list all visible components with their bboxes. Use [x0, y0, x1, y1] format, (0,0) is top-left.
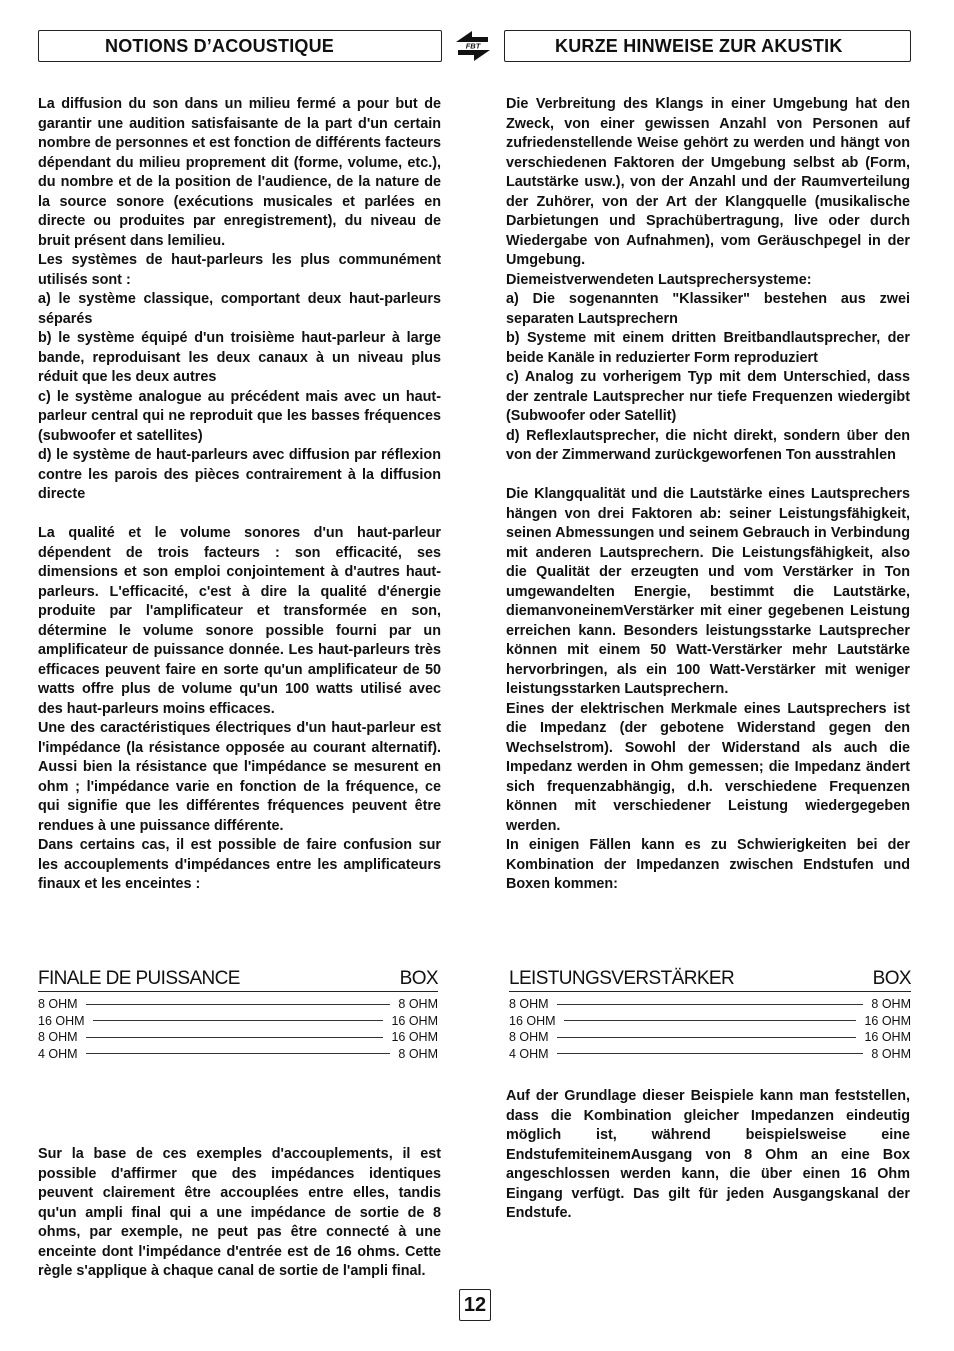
box-impedance: 8 OHM	[871, 997, 911, 1012]
paragraph: Eines der elektrischen Merkmale eines Lautsprechers ist die Impedanz (der gebotene Widerstand gegen den Wechselstrom). Sowohl der Widerstand als auch die Impedanz werden in Ohm gemessen; die Impedanz ändert sich frequenzabhängig, d.h. verschiedene Frequenzen können mit verschiedener Leistung wiedergegeben werden.	[506, 700, 910, 834]
list-item: c) le système analogue au précédent mais avec un haut-parleur central qui ne reproduit que les basses fréquences (subwoofer et satellites)	[38, 388, 441, 444]
page-number	[459, 1289, 491, 1321]
paragraph: Diemeistverwendeten Lautsprechersysteme:	[506, 271, 812, 288]
impedance-row	[38, 1046, 438, 1063]
box-impedance: 16 OHM	[864, 1013, 911, 1028]
amp-column-header: FINALE DE PUISSANCE	[38, 968, 240, 989]
paragraph: La diffusion du son dans un milieu fermé a pour but de garantir une audition satisfaisante de la part d'un certain nombre de personnes et est fonction de différents facteurs dépendant du milieu proprement dit (forme, volume, etc.), du nombre et de la position de l'audience, de la nature de la source sonore (exécutions musicales et parlées en directe ou produites par enregistrement), du niveau de bruit présent dans lemilieu.	[38, 96, 442, 249]
amp-impedance: 8 OHM	[509, 1030, 549, 1045]
list-item: a) Die sogenannten "Klassiker" bestehen aus zwei separaten Lautsprechern	[506, 291, 910, 327]
section-title-german	[504, 30, 911, 62]
section-title-french-text: NOTIONS D’ACOUSTIQUE	[105, 35, 335, 56]
box-impedance: 16 OHM	[391, 1030, 438, 1045]
impedance-table-french	[38, 968, 438, 1062]
list-item: a) le système classique, comportant deux haut-parleurs séparés	[38, 291, 441, 327]
paragraph: Die Verbreitung des Klangs in einer Umgebung hat den Zweck, von einer gewissen Anzahl von Personen auf zufriedenstellende Weise gehört zu werden und hängt von verschiedenen Faktoren der Umgebung selbst ab (Form, Lautstärke usw.), von der Anzahl und der Raumverteilung der Zuhörer, von der Art der Klangquelle (musikalische Darbietungen und Sprachübertragung, live oder durch Wiedergabe von Aufnahmen), vom Geräuschpegel in der Umgebung.	[506, 96, 910, 268]
connection-line	[86, 1037, 384, 1038]
german-conclusion	[506, 1087, 910, 1224]
german-body	[506, 95, 910, 895]
section-title-german-text: KURZE HINWEISE ZUR AKUSTIK	[555, 35, 843, 56]
paragraph: Une des caractéristiques électriques d'un haut-parleur est l'impédance (la résistance opposée au courant alternatif). Aussi bien la résistance que l'impédance se mesurent en ohm ; l'impédance varie en fonction de la fréquence, ce qui signifie que les différentes fréquences peuvent être rendues à une puissance différente.	[38, 720, 441, 834]
list-item: c) Analog zu vorherigem Typ mit dem Unterschied, dass der zentrale Lautsprecher nur tiefe Frequenzen wiedergibt (Subwoofer oder Satellit)	[506, 369, 910, 424]
amp-impedance: 16 OHM	[38, 1013, 85, 1028]
paragraph: In einigen Fällen kann es zu Schwierigkeiten bei der Kombination der Impedanzen zwischen Endstufen und Boxen kommen:	[506, 837, 910, 892]
box-column-header: BOX	[872, 968, 911, 989]
section-title-french	[38, 30, 442, 62]
amp-impedance: 4 OHM	[509, 1046, 549, 1061]
impedance-row	[38, 996, 438, 1013]
impedance-row	[38, 1013, 438, 1030]
connection-line	[86, 1004, 391, 1005]
paragraph: Auf der Grundlage dieser Beispiele kann man feststellen, dass die Kombination gleicher Impedanzen eindeutig möglich ist, während beispielsweise eine EndstufemiteinemAusgang von 8 Ohm an eine Box angeschlossen werden kann, die über einen 16 Ohm Eingang verfügt. Das gilt für jeden Ausgangskanal der Endstufe.	[506, 1088, 910, 1221]
connection-line	[557, 1037, 857, 1038]
list-item: b) Systeme mit einem dritten Breitbandlautsprecher, der beide Kanäle in reduzierter Form reproduziert	[506, 330, 910, 366]
connection-line	[557, 1004, 864, 1005]
fbt-logo-icon	[452, 26, 494, 66]
logo-text: FBT	[465, 41, 481, 51]
impedance-row	[509, 1013, 911, 1030]
box-impedance: 8 OHM	[398, 1046, 438, 1061]
impedance-table-header	[509, 968, 911, 992]
paragraph: Sur la base de ces exemples d'accouplements, il est possible d'affirmer que des impédances identiques peuvent clairement être accouplées entre elles, tandis qu'un ampli final qui a une impédance de sortie de 8 ohms, par exemple, ne peut pas être connecté à une enceinte dont l'impédance d'entrée est de 16 ohms. Cette règle s'applique à chaque canal de sortie de l'ampli final.	[38, 1146, 441, 1279]
list-item: d) le système de haut-parleurs avec diffusion par réflexion contre les parois des pièces contrairement à la diffusion directe	[38, 447, 441, 502]
impedance-row	[509, 1029, 911, 1046]
box-impedance: 8 OHM	[398, 997, 438, 1012]
box-column-header: BOX	[399, 968, 438, 989]
impedance-row	[509, 996, 911, 1013]
french-conclusion	[38, 1145, 441, 1282]
amp-impedance: 8 OHM	[38, 1030, 78, 1045]
paragraph: Les systèmes de haut-parleurs les plus communément utilisés sont :	[38, 252, 441, 288]
list-item: d) Reflexlautsprecher, die nicht direkt, sondern über den von der Zimmerwand zurückgeworfenen Ton ausstrahlen	[506, 427, 910, 463]
paragraph: Die Klangqualität und die Lautstärke eines Lautsprechers hängen von drei Faktoren ab: seiner Leistungsfähigkeit, seinen Abmessungen und seinem Gebrauch in Verbindung mit anderen Lautsprechern. Die Leistungsfähigkeit, also die Qualität der erzeugten und vom Verstärker in Ton umgewandelten Energie, bestimmt die Lautstärke, diemanvoneinemVerstärker mit einer gegebenen Leistung erreichen kann. Besonders leistungsstarke Lautsprecher können mit einem 50 Watt-Verstärker mehr Lautstärke hervorbringen, als ein 100 Watt-Verstärker mit weniger leistungsstarken Lautsprechern.	[506, 486, 910, 697]
amp-impedance: 8 OHM	[38, 997, 78, 1012]
impedance-table-german	[509, 968, 911, 1062]
connection-line	[564, 1020, 857, 1021]
connection-line	[86, 1053, 391, 1054]
amp-impedance: 8 OHM	[509, 997, 549, 1012]
list-item: b) le système équipé d'un troisième haut-parleur à large bande, reproduisant les deux canaux à un niveau plus réduit que les deux autres	[38, 330, 441, 385]
impedance-table-header	[38, 968, 438, 992]
amp-impedance: 16 OHM	[509, 1013, 556, 1028]
french-body	[38, 95, 441, 895]
box-impedance: 8 OHM	[871, 1046, 911, 1061]
paragraph: La qualité et le volume sonores d'un haut-parleur dépendent de trois facteurs : son efficacité, ses dimensions et son emploi conjointement à d'autres haut-parleurs. L'efficacité, c'est à dire la qualité d'énergie produite par l'amplificateur et transformée en son, détermine le volume sonore possible fourni par un amplificateur de puissance donnée. Les haut-parleurs très efficaces peuvent faire en sorte qu'un amplificateur de 50 watts offre plus de volume qu'un 100 watts utilisé avec des haut-parleurs moins efficaces.	[38, 525, 441, 717]
impedance-row	[509, 1046, 911, 1063]
connection-line	[93, 1020, 384, 1021]
page-number-text: 12	[463, 1293, 487, 1316]
amp-impedance: 4 OHM	[38, 1046, 78, 1061]
box-impedance: 16 OHM	[391, 1013, 438, 1028]
paragraph: Dans certains cas, il est possible de faire confusion sur les accouplements d'impédances entre les amplificateurs finaux et les enceintes :	[38, 837, 441, 892]
impedance-row	[38, 1029, 438, 1046]
connection-line	[557, 1053, 864, 1054]
box-impedance: 16 OHM	[864, 1030, 911, 1045]
amp-column-header: LEISTUNGSVERSTÄRKER	[509, 968, 735, 989]
